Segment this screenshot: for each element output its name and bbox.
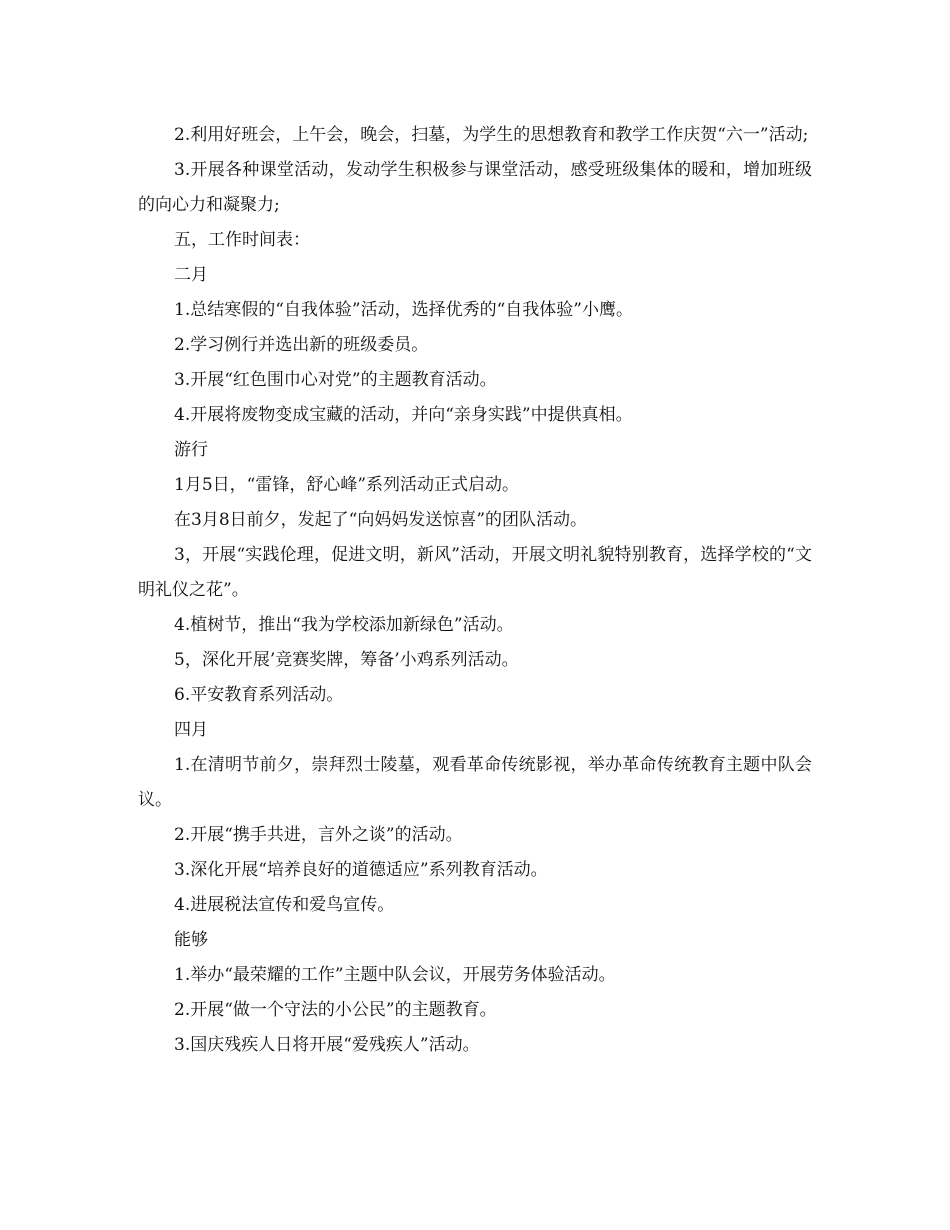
paragraph: 在3月8日前夕，发起了“向妈妈发送惊喜”的团队活动。 (174, 510, 588, 530)
paragraph: 3.开展“红色围巾心对党”的主题教育活动。 (174, 370, 497, 390)
paragraph: 3.国庆残疾人日将开展“爱残疾人”活动。 (174, 1035, 480, 1055)
paragraph: 6.平安教育系列活动。 (174, 685, 344, 705)
paragraph: 3.深化开展“培养良好的道德适应”系列教育活动。 (174, 860, 548, 880)
paragraph: 2.学习例行并选出新的班级委员。 (174, 335, 429, 355)
paragraph: 4.植树节，推出“我为学校添加新绿色”活动。 (174, 615, 514, 635)
month-heading-april: 四月 (174, 720, 208, 740)
paragraph: 3.开展各种课堂活动，发动学生积极参与课堂活动，感受班级集体的暖和，增加班级的向心力和凝聚力; (138, 160, 812, 215)
paragraph: 1.总结寒假的“自我体验”活动，选择优秀的“自我体验”小鹰。 (174, 300, 633, 320)
month-heading-may: 能够 (174, 930, 208, 950)
paragraph: 2.利用好班会，上午会，晚会，扫墓，为学生的思想教育和教学工作庆贺“六一”活动; (174, 125, 809, 145)
month-heading-february: 二月 (174, 265, 208, 285)
paragraph: 3，开展“实践伦理，促进文明，新风”活动，开展文明礼貌特别教育，选择学校的“文明礼仪之花”。 (138, 545, 812, 600)
paragraph: 5，深化开展’竞赛奖牌，筹备’小鸡系列活动。 (174, 650, 519, 670)
month-heading-march: 游行 (174, 440, 208, 460)
paragraph: 4.进展税法宣传和爱鸟宣传。 (174, 895, 395, 915)
paragraph: 4.开展将废物变成宝藏的活动，并向“亲身实践”中提供真相。 (174, 405, 633, 425)
paragraph: 1月5日，“雷锋，舒心峰”系列活动正式启动。 (174, 475, 520, 495)
paragraph: 1.举办“最荣耀的工作”主题中队会议，开展劳务体验活动。 (174, 965, 616, 985)
paragraph: 2.开展“做一个守法的小公民”的主题教育。 (174, 1000, 497, 1020)
paragraph: 2.开展“携手共进，言外之谈”的活动。 (174, 825, 463, 845)
section-heading: 五，工作时间表： (174, 230, 310, 250)
paragraph: 1.在清明节前夕，崇拜烈士陵墓，观看革命传统影视，举办革命传统教育主题中队会议。 (138, 755, 812, 810)
